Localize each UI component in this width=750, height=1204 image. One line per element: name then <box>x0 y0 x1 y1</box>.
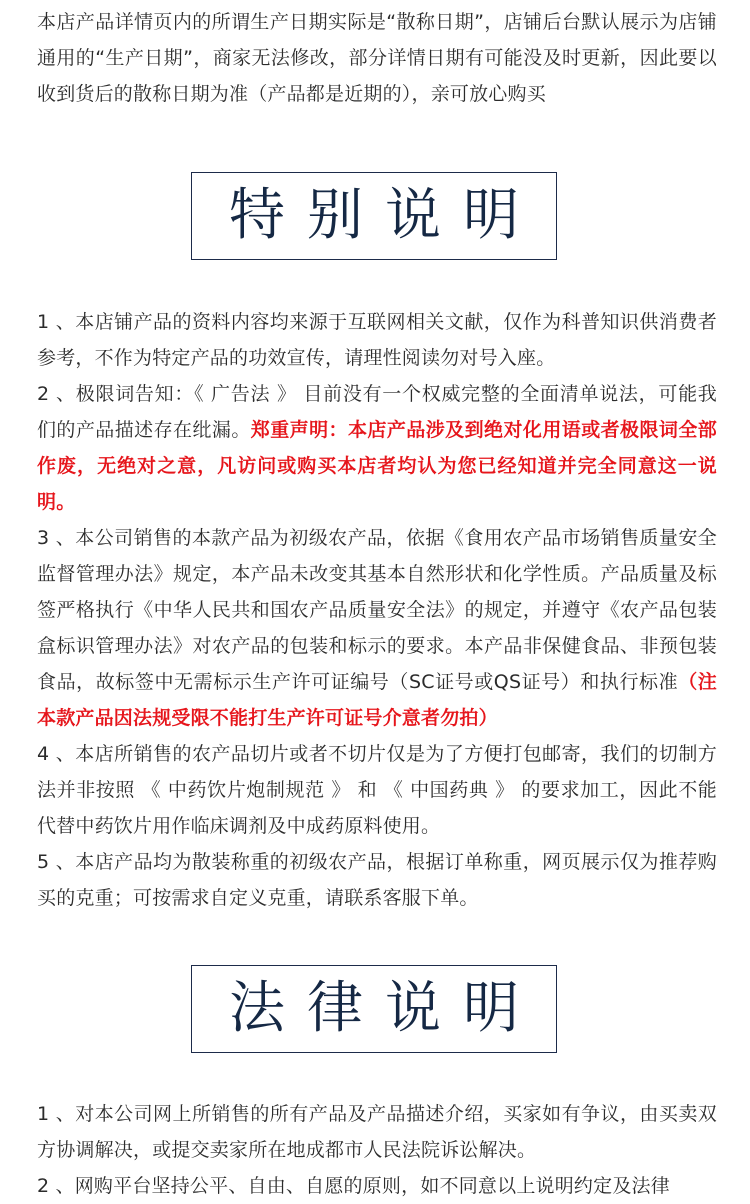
special-item-4-text: 4 、本店所销售的农产品切片或者不切片仅是为了方便打包邮寄，我们的切制方法并非按照 《 中药饮片炮制规范 》 和 《 中国药典 》 的要求加工，因此不能代替中药饮片用作临床调剂及中成药原料使用。 <box>37 743 717 837</box>
legal-notice-heading-box <box>191 965 557 1053</box>
legal-notice-heading: 法律说明 <box>229 976 541 1041</box>
special-item-1-text: 1 、本店铺产品的资料内容均来源于互联网相关文献，仅作为科普知识供消费者参考，不作为特定产品的功效宣传，请理性阅读勿对号入座。 <box>37 311 717 369</box>
intro-text: 本店产品详情页内的所谓生产日期实际是“散称日期”，店铺后台默认展示为店铺通用的“生产日期”，商家无法修改，部分详情日期有可能没及时更新，因此要以收到货后的散称日期为准（产品都是近期的），亲可放心购买 <box>37 11 717 105</box>
special-notice-heading: 特别说明 <box>229 183 541 248</box>
special-item-2 <box>37 376 717 520</box>
special-item-3-text: 3 、本公司销售的本款产品为初级农产品，依据《食用农产品市场销售质量安全监督管理办法》规定，本产品未改变其基本自然形状和化学性质。产品质量及标签严格执行《中华人民共和国农产品质量安全法》的规定，并遵守《农产品包装盒标识管理办法》对农产品的包装和标示的要求。本产品非保健食品、非预包装食品，故标签中无需标示生产许可证编号（SC证号或QS证号）和执行标准 <box>37 527 717 693</box>
special-item-1 <box>37 304 717 376</box>
legal-item-1-text: 1 、对本公司网上所销售的所有产品及产品描述介绍，买家如有争议，由买卖双方协调解决，或提交卖家所在地成都市人民法院诉讼解决。 <box>37 1103 717 1161</box>
legal-item-2 <box>37 1168 717 1204</box>
legal-item-1 <box>37 1096 717 1168</box>
special-item-3-note: （注本款产品因法规受限不能打生产许可证号介意者勿拍） <box>37 671 717 729</box>
special-notice-heading-box <box>191 172 557 260</box>
intro-paragraph <box>37 4 717 112</box>
legal-item-2-text: 2 、网购平台坚持公平、自由、自愿的原则，如不同意以上说明约定及法律 <box>37 1175 670 1197</box>
special-item-2-declaration: 郑重声明：本店产品涉及到绝对化用语或者极限词全部作废，无绝对之意，凡访问或购买本店者均认为您已经知道并完全同意这一说明。 <box>37 419 717 513</box>
special-item-5-text: 5 、本店产品均为散装称重的初级农产品，根据订单称重，网页展示仅为推荐购买的克重；可按需求自定义克重，请联系客服下单。 <box>37 851 717 909</box>
special-item-2-text: 2 、极限词告知：《 广告法 》 目前没有一个权威完整的全面清单说法，可能我们的产品描述存在纰漏。 <box>37 383 717 441</box>
special-item-5 <box>37 844 717 916</box>
special-item-4 <box>37 736 717 844</box>
special-item-3 <box>37 520 717 736</box>
